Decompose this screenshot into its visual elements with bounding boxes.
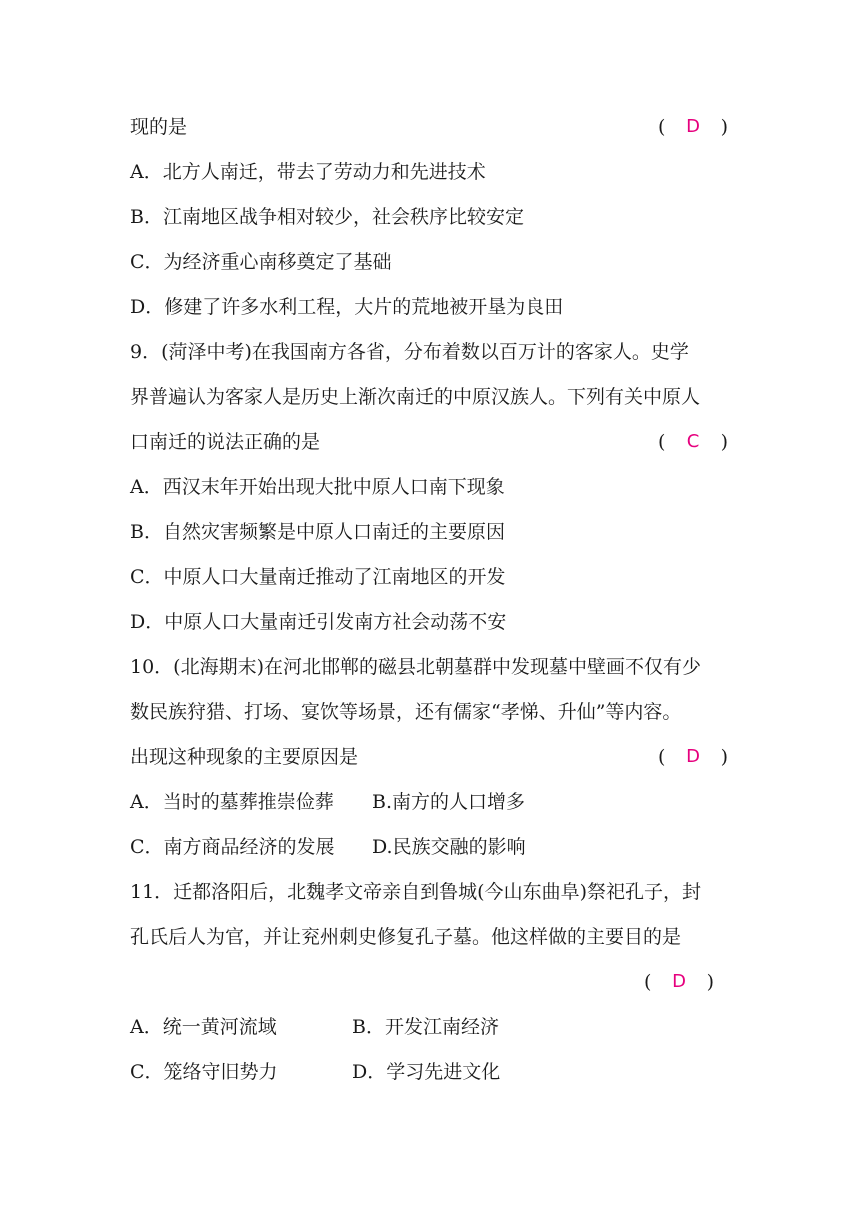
q11-option-a: A．统一黄河流域 [130, 1016, 277, 1038]
q8-option-a: A．北方人南迁，带去了劳动力和先进技术 [130, 161, 486, 183]
q9-stem-line-3: 口南迁的说法正确的是 ( C ) [130, 427, 728, 457]
q11-answer-bracket: ( D ) [644, 967, 714, 997]
q11-answer: D [672, 971, 686, 992]
q11-stem-line-1: 11．迁都洛阳后，北魏孝文帝亲自到鲁城(今山东曲阜)祭祀孔子，封 [130, 881, 702, 903]
q11-option-b: B．开发江南经济 [352, 1016, 499, 1038]
q11-option-c: C．笼络守旧势力 [130, 1061, 278, 1083]
q10-option-c: C．南方商品经济的发展 [130, 836, 335, 858]
q9-answer: C [686, 431, 700, 452]
q9-option-d: D．中原人口大量南迁引发南方社会动荡不安 [130, 611, 507, 633]
q10-stem-line-1: 10．(北海期末)在河北邯郸的磁县北朝墓群中发现墓中壁画不仅有少 [130, 656, 702, 678]
q8-option-c: C．为经济重心南移奠定了基础 [130, 251, 392, 273]
q11-options-row-2 [130, 1057, 728, 1087]
q10-options-row-1 [130, 787, 728, 817]
q11-answer-line [130, 967, 728, 997]
q8-option-d: D．修建了许多水利工程，大片的荒地被开垦为良田 [130, 296, 564, 318]
q10-option-a: A．当时的墓葬推崇俭葬 [130, 791, 334, 813]
q10-answer: D [686, 746, 700, 767]
q9-stem-line-2: 界普遍认为客家人是历史上渐次南迁的中原汉族人。下列有关中原人 [130, 386, 701, 408]
q9-stem-line-1: 9．(菏泽中考)在我国南方各省，分布着数以百万计的客家人。史学 [130, 341, 689, 363]
q10-option-b: B.南方的人口增多 [372, 791, 526, 813]
q9-option-b: B．自然灾害频繁是中原人口南迁的主要原因 [130, 521, 505, 543]
q9-option-c: C．中原人口大量南迁推动了江南地区的开发 [130, 566, 506, 588]
q8-option-b: B．江南地区战争相对较少，社会秩序比较安定 [130, 206, 524, 228]
q8-stem-text: 现的是 [130, 116, 188, 138]
q10-options-row-2 [130, 832, 728, 862]
q10-option-d: D.民族交融的影响 [372, 836, 526, 858]
q9-answer-bracket: ( C ) [658, 427, 728, 457]
q10-stem-line-3: 出现这种现象的主要原因是 ( D ) [130, 742, 728, 772]
q10-stem-line-2: 数民族狩猎、打场、宴饮等场景，还有儒家“孝悌、升仙”等内容。 [130, 701, 682, 723]
q10-answer-bracket: ( D ) [658, 742, 728, 772]
q8-stem-line [130, 112, 728, 142]
q11-stem-line-2: 孔氏后人为官，并让兖州刺史修复孔子墓。他这样做的主要目的是 [130, 926, 682, 948]
q8-answer-bracket: ( D ) [658, 112, 728, 142]
q11-option-d: D．学习先进文化 [352, 1061, 501, 1083]
q9-option-a: A．西汉末年开始出现大批中原人口南下现象 [130, 476, 505, 498]
q8-answer: D [686, 116, 700, 137]
q11-options-row-1 [130, 1012, 728, 1042]
